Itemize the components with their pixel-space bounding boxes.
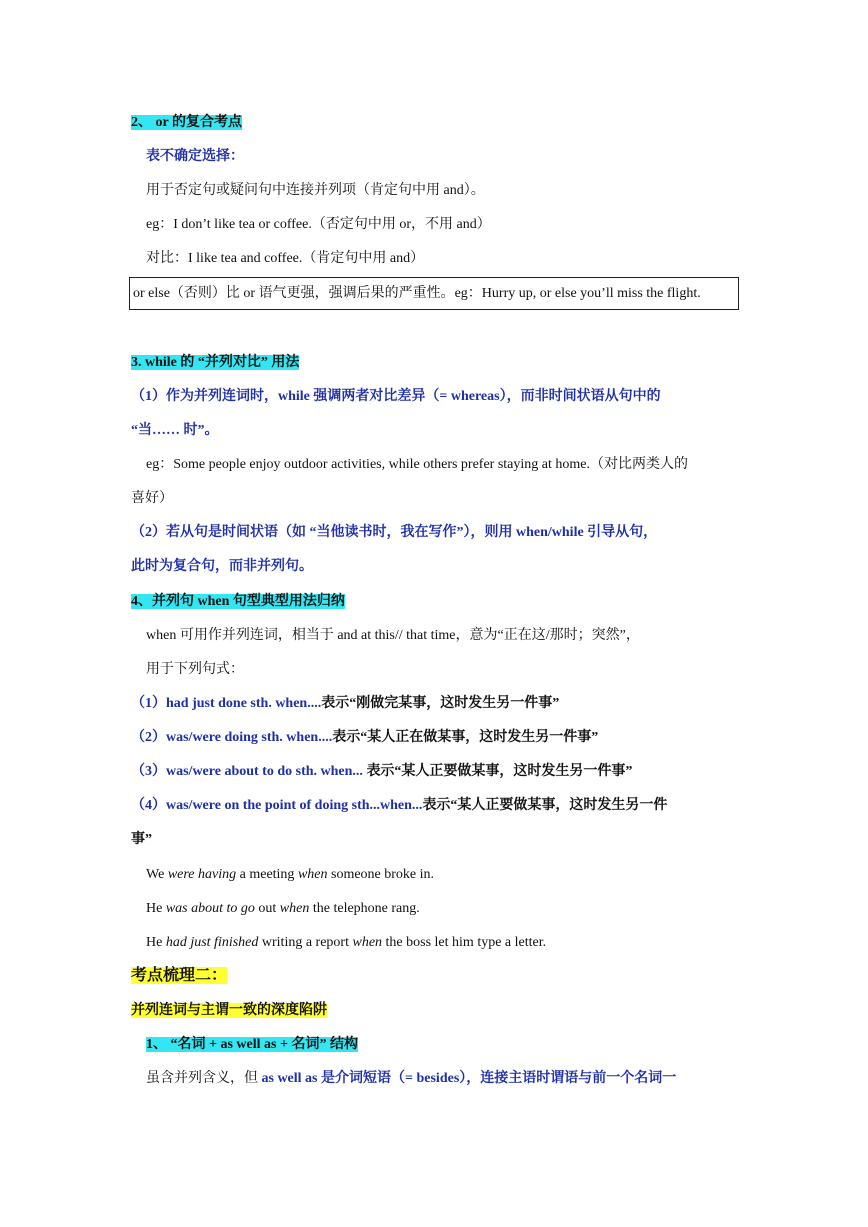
section-3-heading: 3. while 的 “并列对比” 用法 xyxy=(131,355,300,370)
section-3-point1-line2: “当…… 时”。 xyxy=(131,423,219,438)
example-sentence-2: He was about to go out when the telephone rang. xyxy=(146,901,420,916)
section-3-point1-line1: （1）作为并列连词时，while 强调两者对比差异（= whereas），而非时间状语从句中的 xyxy=(131,389,661,404)
section-2-line1: 用于否定句或疑问句中连接并列项（肯定句中用 and）。 xyxy=(146,183,485,198)
section-3-example-line1: eg：Some people enjoy outdoor activities, while others prefer staying at home.（对比两类人的 xyxy=(146,457,688,472)
pattern-item-3: （3）was/were about to do sth. when... 表示“某人正要做某事，这时发生另一件事” xyxy=(131,764,633,779)
part-2-title: 考点梳理二： xyxy=(131,967,228,984)
example-sentence-3: He had just finished writing a report when the boss let him type a letter. xyxy=(146,935,547,950)
part-2-last-line: 虽含并列含义，但 as well as 是介词短语（= besides），连接主语时谓语与前一个名词一 xyxy=(146,1071,677,1086)
part-2-heading-1: 1、 “名词 + as well as + 名词” 结构 xyxy=(146,1037,358,1052)
or-else-note-box xyxy=(129,277,739,310)
section-4-heading: 4、并列句 when 句型典型用法归纳 xyxy=(131,594,345,609)
pattern-item-4: （4）was/were on the point of doing sth...when...表示“某人正要做某事，这时发生另一件 xyxy=(131,798,668,813)
pattern-item-2: （2）was/were doing sth. when....表示“某人正在做某事，这时发生另一件事” xyxy=(131,730,599,745)
pattern-item-1: （1）had just done sth. when....表示“刚做完某事，这时发生另一件事” xyxy=(131,696,560,711)
example-sentence-1: We were having a meeting when someone broke in. xyxy=(146,867,435,882)
section-3-point2-line1: （2）若从句是时间状语（如 “当他读书时，我在写作”），则用 when/while 引导从句， xyxy=(131,525,658,540)
part-2-subtitle: 并列连词与主谓一致的深度陷阱 xyxy=(131,1003,327,1018)
section-3-example-line2: 喜好） xyxy=(131,491,173,506)
or-else-note: or else（否则）比 or 语气更强，强调后果的严重性。eg：Hurry up, or else you’ll miss the flight. xyxy=(133,286,701,301)
section-4-intro-line2: 用于下列句式： xyxy=(146,662,244,677)
pattern-item-4-continued: 事” xyxy=(131,832,152,847)
section-3-point2-line2: 此时为复合句，而非并列句。 xyxy=(131,559,313,574)
section-2-example: eg：I don’t like tea or coffee.（否定句中用 or，不用 and） xyxy=(146,217,491,232)
section-2-heading: 2、 or 的复合考点 xyxy=(131,115,242,130)
section-2-subheading: 表不确定选择： xyxy=(146,149,244,164)
section-2-compare: 对比：I like tea and coffee.（肯定句中用 and） xyxy=(146,251,425,266)
section-4-intro-line1: when 可用作并列连词，相当于 and at this// that time，意为“正在这/那时；突然”， xyxy=(146,628,640,643)
